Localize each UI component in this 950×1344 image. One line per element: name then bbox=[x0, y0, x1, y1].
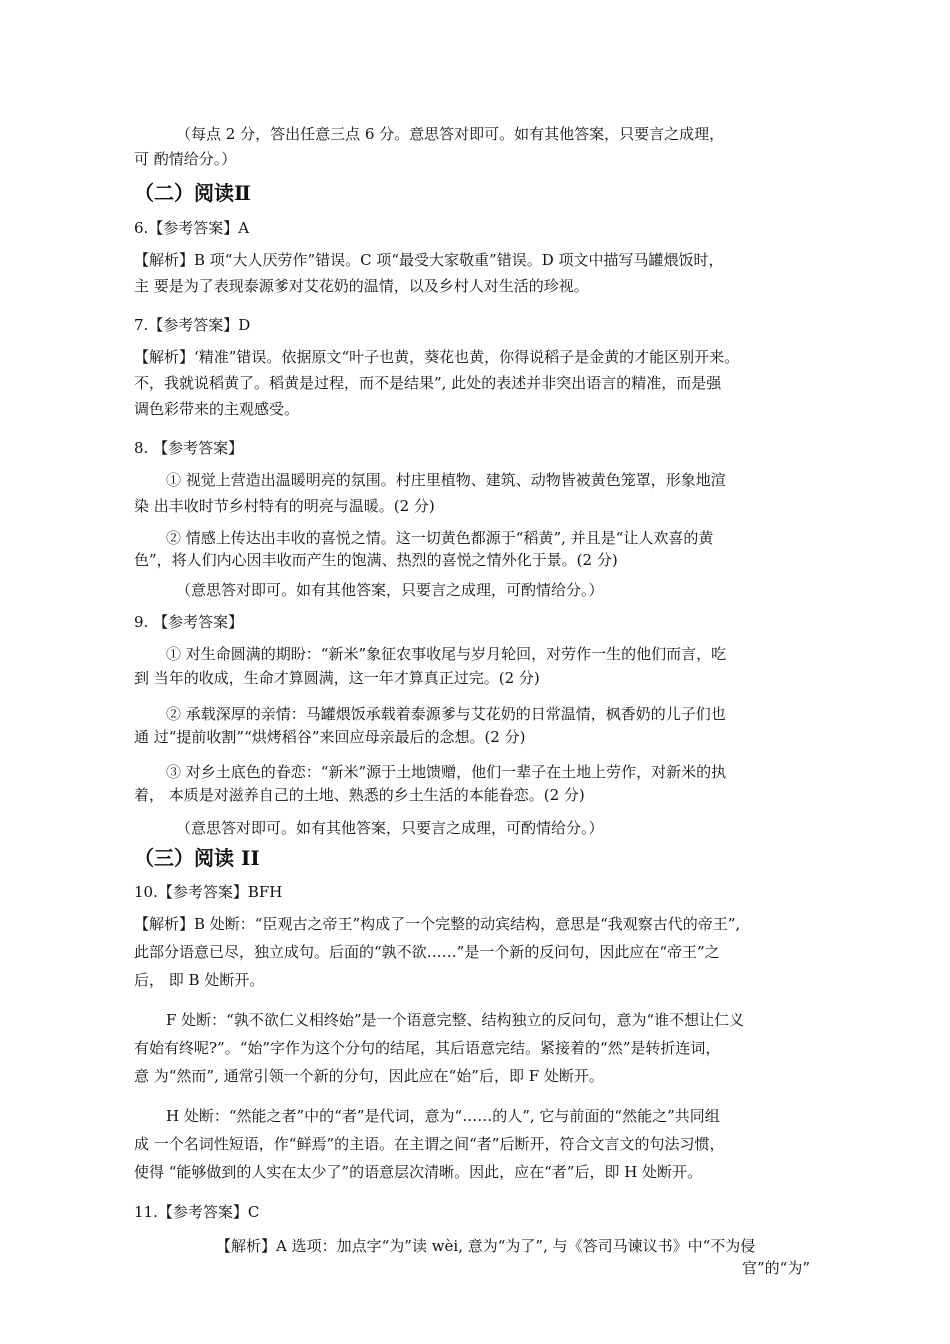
q9-point-3-line-2: 着， 本质是对滋养自己的土地、熟悉的乡土生活的本能眷恋。(2 分) bbox=[134, 786, 585, 804]
q10-explanation-f-line-2: 有始有终呢?”。“始”字作为这个分句的结尾，其后语意完结。紧接着的“然”是转折连词， bbox=[134, 1039, 721, 1057]
q8-point-1-line-1: ① 视觉上营造出温暖明亮的氛围。村庄里植物、建筑、动物皆被黄色笼罩，形象地渲 bbox=[166, 471, 726, 489]
q10-explanation-h-line-2: 成 一个名词性短语，作“鲜焉”的主语。在主谓之间“者”后断开，符合文言文的句法习惯， bbox=[134, 1135, 725, 1153]
q7-explanation-line-3: 调色彩带来的主观感受。 bbox=[134, 400, 300, 418]
q10-explanation-h-line-1: H 处断：“然能之者”中的“者”是代词，意为“……的人”, 它与前面的“然能之”共同组 bbox=[166, 1107, 720, 1125]
q7-answer: 7.【参考答案】D bbox=[134, 316, 251, 334]
q8-point-2-line-1: ② 情感上传达出丰收的喜悦之情。这一切黄色都源于“稻黄”, 并且是“让人欢喜的黄 bbox=[166, 529, 714, 547]
q10-explanation-b-line-1: 【解析】B 处断：“臣观古之帝王”构成了一个完整的动宾结构，意思是“我观察古代的帝王”, bbox=[134, 915, 741, 933]
q8-point-1-line-2: 染 出丰收时节乡村特有的明亮与温暖。(2 分) bbox=[134, 497, 435, 515]
q11-explanation-line-1: 【解析】A 选项：加点字“为”读 wèi, 意为“为了”, 与《答司马谏议书》中“不为侵 bbox=[216, 1237, 756, 1255]
q8-answer: 8. 【参考答案】 bbox=[134, 439, 244, 457]
q8-point-2-line-2: 色”，将人们内心因丰收而产生的饱满、热烈的喜悦之情外化于景。(2 分) bbox=[134, 551, 618, 569]
q9-point-3-line-1: ③ 对乡土底色的眷恋：“新米”源于土地馈赠，他们一辈子在土地上劳作，对新米的执 bbox=[166, 763, 727, 781]
q6-explanation-line-2: 主 要是为了表现泰源爹对艾花奶的温情，以及乡村人对生活的珍视。 bbox=[134, 277, 589, 295]
q6-explanation-line-1: 【解析】B 项“大人厌劳作”错误。C 项“最受大家敬重”错误。D 项文中描写马罐煨饭时， bbox=[134, 251, 724, 269]
score-note-line-2: 可 酌情给分。） bbox=[134, 150, 237, 168]
q11-explanation-line-2: 官”的“为” bbox=[741, 1259, 810, 1277]
q7-explanation-line-2: 不，我就说稻黄了。稻黄是过程，而不是结果”, 此处的表述并非突出语言的精准，而是强 bbox=[134, 374, 722, 392]
q9-point-2-line-2: 通 过“提前收割”“烘烤稻谷”来回应母亲最后的念想。(2 分) bbox=[134, 728, 526, 746]
q9-point-1-line-1: ① 对生命圆满的期盼：“新米”象征农事收尾与岁月轮回，对劳作一生的他们而言，吃 bbox=[166, 645, 727, 663]
q10-explanation-f-line-1: F 处断：“孰不欲仁义相终始”是一个语意完整、结构独立的反问句，意为“谁不想让仁义 bbox=[166, 1011, 745, 1029]
q9-point-2-line-1: ② 承载深厚的亲情：马罐煨饭承载着泰源爹与艾花奶的日常温情，枫香奶的儿子们也 bbox=[166, 705, 726, 723]
section-heading-reading-2: （二）阅读Ⅱ bbox=[134, 181, 251, 205]
q8-note: （意思答对即可。如有其他答案，只要言之成理，可酌情给分。） bbox=[176, 581, 604, 599]
q9-answer: 9. 【参考答案】 bbox=[134, 613, 244, 631]
q10-answer: 10.【参考答案】BFH bbox=[134, 883, 283, 901]
q10-explanation-h-line-3: 使得 “能够做到的人实在太少了”的语意层次清晰。因此，应在“者”后，即 H 处断开。 bbox=[134, 1163, 703, 1181]
q9-point-1-line-2: 到 当年的收成，生命才算圆满，这一年才算真正过完。(2 分) bbox=[134, 669, 540, 687]
q7-explanation-line-1: 【解析】‘精准”错误。依据原文“叶子也黄，葵花也黄，你得说稻子是金黄的才能区别开来。 bbox=[134, 348, 740, 366]
q10-explanation-f-line-3: 意 为“然而”, 通常引领一个新的分句，因此应在“始”后，即 F 处断开。 bbox=[134, 1067, 604, 1085]
q10-explanation-b-line-3: 后， 即 B 处断开。 bbox=[134, 971, 265, 989]
q10-explanation-b-line-2: 此部分语意已尽，独立成句。后面的“孰不欲……”是一个新的反问句，因此应在“帝王”之 bbox=[134, 943, 720, 961]
score-note-line-1: （每点 2 分，答出任意三点 6 分。意思答对即可。如有其他答案，只要言之成理， bbox=[176, 125, 725, 143]
q11-answer: 11.【参考答案】C bbox=[134, 1203, 260, 1221]
q9-note: （意思答对即可。如有其他答案，只要言之成理，可酌情给分。） bbox=[176, 819, 604, 837]
q6-answer: 6.【参考答案】A bbox=[134, 219, 250, 237]
section-heading-reading-3: （三）阅读 II bbox=[134, 846, 260, 870]
